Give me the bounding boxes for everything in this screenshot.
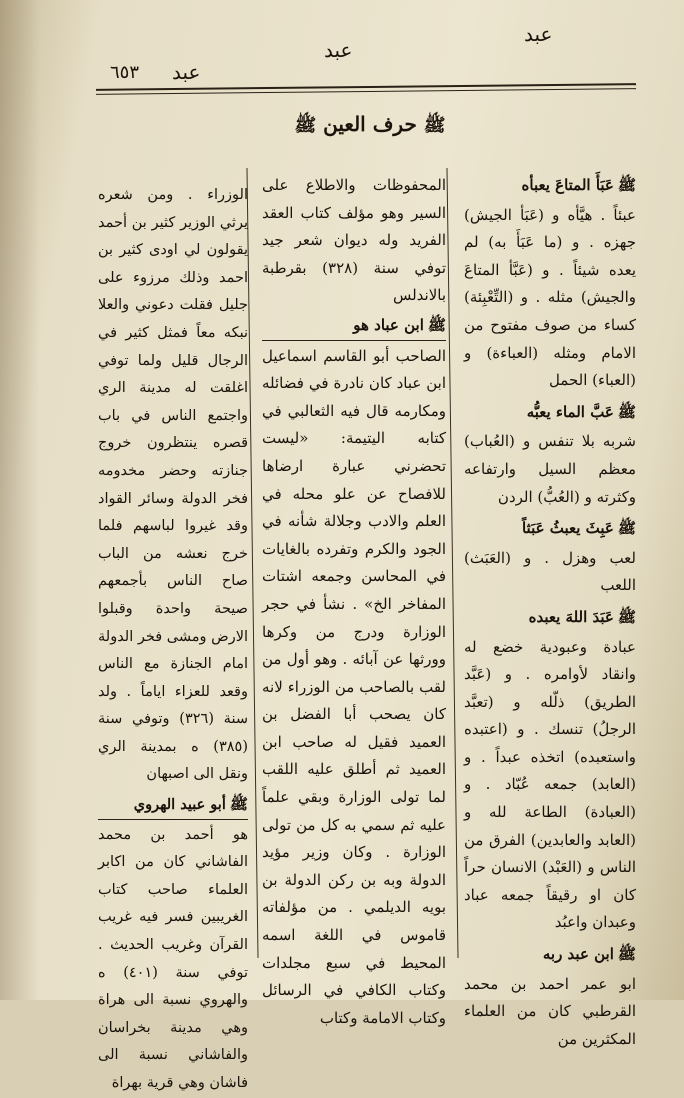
ornament-icon: ﷺ: [427, 315, 446, 334]
running-head-center: عبد: [324, 38, 353, 62]
entry-headword: ﷺعَبِثَ يعبثُ عَبَثاً: [464, 515, 636, 543]
entry-headword: ﷺابن عبد ربه: [464, 941, 636, 969]
entry-continuation: المحفوظات والاطلاع على السير وهو مؤلف كتاب العقد الفريد وله ديوان شعر جيد توفي سنة (٣٢٨) بقرطبة بالاندلس: [262, 176, 446, 305]
section-title: [260, 112, 480, 140]
section-title-text: حرف العين: [323, 112, 417, 136]
entry-headword: ﷺعَبَأَ المتاعَ يعبأه: [464, 172, 636, 200]
entry-headword: ﷺابن عباد هو: [262, 312, 446, 341]
entry-headword: ﷺعَبَّ الماء يعبُّه: [464, 399, 636, 427]
entry-text: هو أحمد بن محمد الفاشاني كان من اكابر العلماء صاحب كتاب الغريبين فسر فيه غريب القرآن وغريب الحديث . توفي سنة (٤٠١) ه والهروي نسبة الى هراة وهي مدينة بخراسان والفاشاني نسبة الى فاشان وهي قرية بهراة: [98, 826, 248, 1091]
entry-text: لعب وهزل . و (العَبَث) اللعب: [464, 548, 636, 595]
dictionary-entry: [464, 604, 636, 937]
ornament-icon: ﷺ: [617, 176, 636, 194]
dictionary-entry: [464, 172, 636, 395]
entry-text: ابو عمر احمد بن محمد القرطبي كان من العلماء المكثرين من: [464, 974, 636, 1048]
ornament-icon: ﷺ: [617, 402, 636, 421]
binding-shadow: [0, 0, 40, 1000]
entry-headword: ﷺعَبَدَ اللهَ يعبده: [464, 604, 636, 632]
left-column: [98, 182, 248, 1098]
entry-continuation: الوزراء . ومن شعره يرثي الوزير كثير بن أحمد يقولون لي اودى كثير بن احمد وذلك مرزوء على جليل فقلت دعوني والعلا نبكه معاً فمثل كثير في الرجال قليل ولما توفي اغلقت له مدينة الري واجتمع الناس في باب قصره ينتظرون خروج جنازته وحضر مخدومه فخر الدولة وسائر القواد وقد غيروا لباسهم فلما خرج نعشه من الباب صاح الناس بأجمعهم صيحة واحدة وقبلوا الارض ومشى فخر الدولة امام الجنازة مع الناس وقعد للعزاء اياماً . ولد سنة (٣٢٦) وتوفي سنة (٣٨٥) ه بمدينة الري ونقل الى اصبهان: [98, 187, 248, 783]
dictionary-entry: [464, 941, 636, 1053]
entry-text: عبئاً . هيَّأه و (عَبَأ الجيش) جهزه . و (ما عَبَأَ به) لم يعده شيئاً . و (عَبَّأ المتاعَ والجيش) مثله . و (التِّعْبِئة) كساء من صوف مفتوح من الامام ومثله (العباءة) و (العباء) الحمل: [464, 205, 636, 390]
ornament-icon: ﷺ: [423, 115, 446, 136]
column-divider: [446, 168, 458, 958]
entry-text: شربه بلا تنفس و (العُباب) معظم السيل وارتفاعه وكثرته و (العُبُّ) الردن: [464, 432, 636, 506]
right-column: [464, 168, 636, 1053]
dictionary-entry: [464, 515, 636, 600]
ornament-icon: ﷺ: [617, 519, 636, 538]
page-number: ٦٥٣: [110, 62, 140, 83]
ornament-icon: ﷺ: [617, 945, 636, 964]
ornament-icon: ﷺ: [294, 115, 317, 136]
entry-text: الصاحب أبو القاسم اسماعيل ابن عباد كان نادرة في فضائله ومكارمه قال فيه الثعالبي في كتابه اليتيمة: «ليست تحضرني عبارة ارضاها للافصاح عن علو محله في العلم والادب وجلالة شأنه في الجود والكرم وتفرده بالغايات في المحاسن وجمعه اشتات المفاخر الخ» . نشأ في حجر الوزارة ودرج من وكرها وورثها عن آبائه . وهو أول من لقب بالصاحب من الوزراء لانه كان يصحب أبا الفضل بن العميد فقيل له صاحب ابن العميد ثم أطلق عليه اللقب لما تولى الوزارة وبقي علماً عليه ثم سمي به كل من تولى الوزارة . وكان وزير مؤيد الدولة وبه بن ركن الدولة بن بويه الديلمي . من مؤلفاته قاموس في اللغة اسمه المحيط في سبع مجلدات وكتاب الكافي في الرسائل وكتاب الامامة وكتاب: [262, 346, 446, 1027]
ornament-icon: ﷺ: [617, 607, 636, 626]
dictionary-entry: [464, 399, 636, 511]
middle-column: [262, 172, 446, 1032]
ornament-icon: ﷺ: [229, 795, 248, 814]
entry-headword: ﷺأبو عبيد الهروي: [98, 791, 248, 820]
entry-text: عبادة وعبودية خضع له وانقاد لأوامره . و (عَبَّد الطريق) ذلّله و (تعبَّد الرجلُ) تنسك . و (اعتبده واستعبده) اتخذه عبداً . و (العابد) جمعه عُبّاد . و (العبادة) الطاعة لله و (العابد والعابدين) الفرق من الناس و (العَبْد) الانسان حراً كان او رقيقاً جمعه عباد وعبدان واعبُد: [464, 637, 636, 932]
running-head-right: عبد: [524, 22, 553, 46]
column-divider: [246, 168, 258, 958]
running-head-left: عبد: [172, 60, 201, 84]
